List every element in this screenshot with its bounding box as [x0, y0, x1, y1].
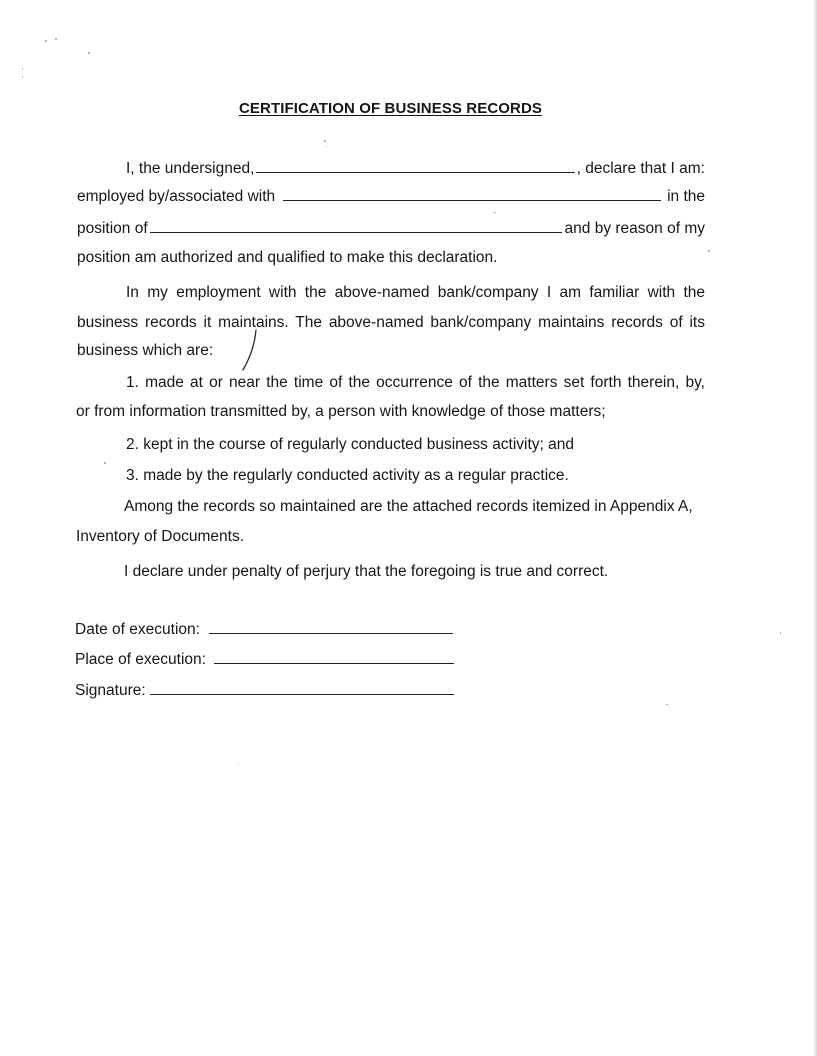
name-blank[interactable] — [256, 158, 574, 173]
place-of-execution-blank[interactable] — [214, 649, 454, 664]
item-2: 2. kept in the course of regularly conducted business activity; and — [126, 436, 575, 453]
position-of-label: position of — [77, 220, 148, 237]
appendix-line-2: Inventory of Documents. — [76, 528, 244, 545]
pen-stroke-mark — [240, 328, 262, 374]
signature-blank[interactable] — [150, 680, 454, 695]
date-of-execution-blank[interactable] — [209, 619, 453, 634]
item-3: 3. made by the regularly conducted activity as a regular practice. — [126, 467, 569, 484]
signature-row — [75, 680, 454, 701]
date-of-execution-label: Date of execution: — [75, 621, 200, 638]
familiarity-line-2: business records it maintains. The above-named bank/company maintains records of its — [77, 314, 705, 331]
place-of-execution-row — [75, 649, 454, 670]
declaration-line-2 — [77, 186, 705, 207]
date-of-execution-row — [75, 619, 453, 640]
item-1-line-1: 1. made at or near the time of the occurrence of the matters set forth therein, by, — [126, 374, 705, 391]
by-reason-label: and by reason of my — [564, 220, 705, 237]
place-of-execution-label: Place of execution: — [75, 651, 206, 668]
perjury-statement: I declare under penalty of perjury that the foregoing is true and correct. — [124, 563, 609, 580]
document-title: CERTIFICATION OF BUSINESS RECORDS — [238, 100, 543, 117]
familiarity-line-3: business which are: — [77, 342, 214, 359]
employed-by-label: employed by/associated with — [77, 188, 276, 205]
employer-blank[interactable] — [283, 186, 661, 201]
undersigned-label: I, the undersigned, — [126, 160, 255, 177]
signature-label: Signature: — [75, 682, 146, 699]
appendix-line-1: Among the records so maintained are the attached records itemized in Appendix A, — [124, 498, 693, 515]
declaration-line-3 — [77, 218, 705, 239]
position-blank[interactable] — [150, 218, 562, 233]
declaration-line-1 — [126, 158, 705, 179]
declaration-line-4: position am authorized and qualified to make this declaration. — [77, 249, 498, 266]
in-the-label: in the — [667, 188, 705, 205]
declare-label: , declare that I am: — [576, 160, 705, 177]
item-1-line-2: or from information transmitted by, a person with knowledge of those matters; — [76, 403, 606, 420]
familiarity-line-1: In my employment with the above-named bank/company I am familiar with the — [126, 284, 705, 301]
